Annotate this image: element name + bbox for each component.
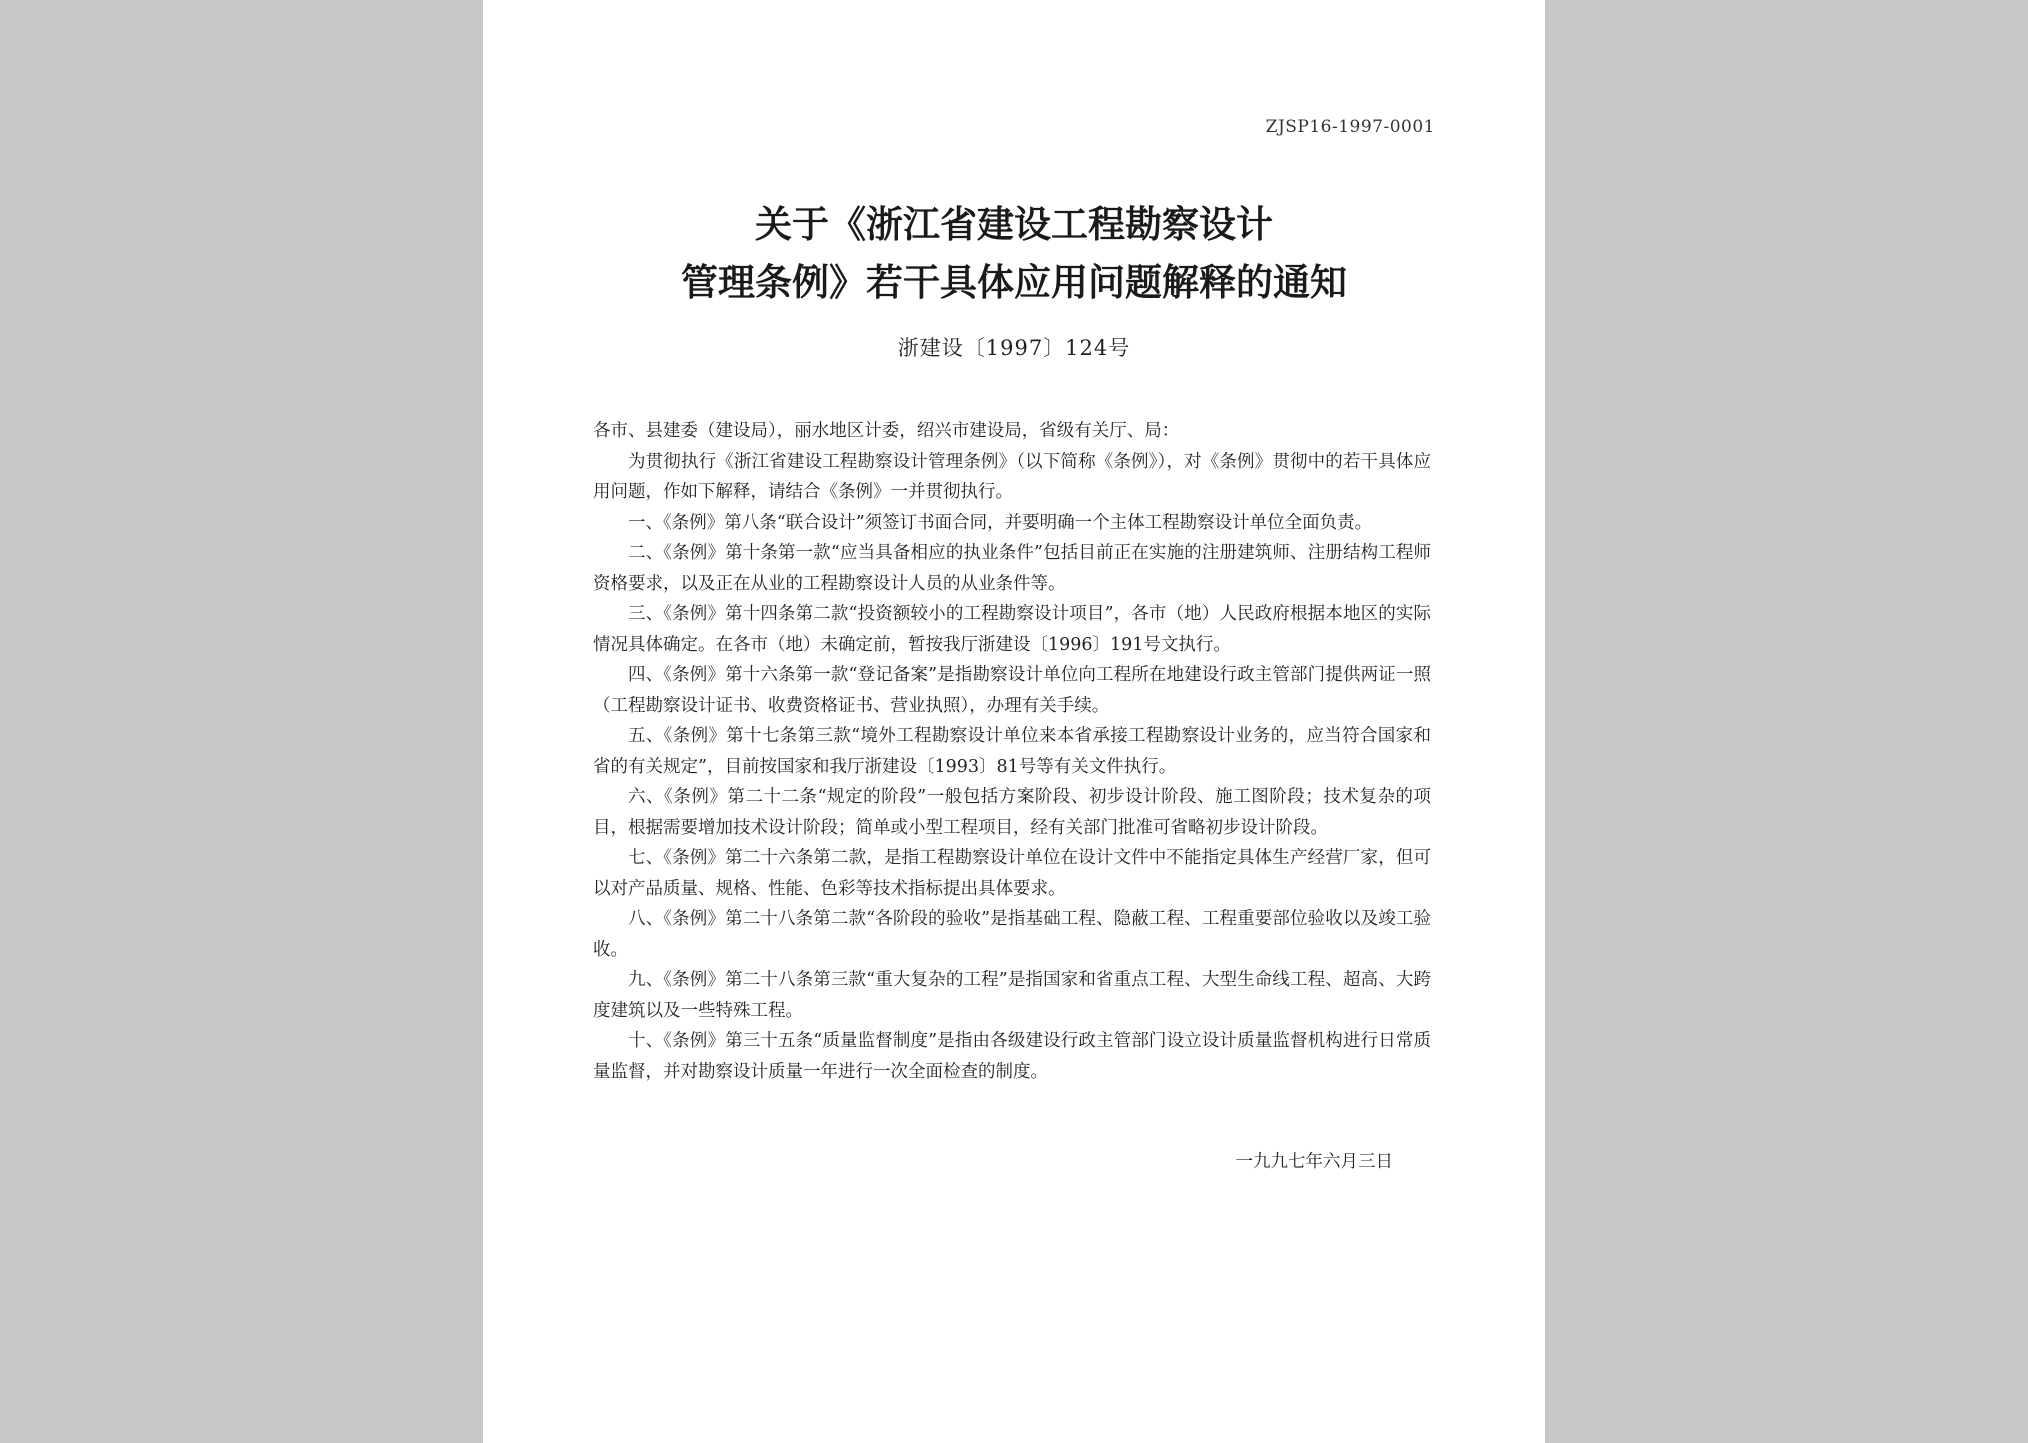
item-paragraph: 九、《条例》第二十八条第三款“重大复杂的工程”是指国家和省重点工程、大型生命线工程、超高、大跨度建筑以及一些特殊工程。 xyxy=(593,970,1431,1021)
document-page xyxy=(483,0,1545,1443)
document-body xyxy=(593,416,1431,1087)
title-line-2: 管理条例》若干具体应用问题解释的通知 xyxy=(681,261,1347,304)
item-paragraph: 三、《条例》第十四条第二款“投资额较小的工程勘察设计项目”，各市（地）人民政府根据本地区的实际情况具体确定。在各市（地）未确定前，暂按我厅浙建设〔1996〕191号文执行。 xyxy=(593,604,1431,655)
salutation: 各市、县建委（建设局），丽水地区计委，绍兴市建设局，省级有关厅、局： xyxy=(593,421,1180,441)
item-paragraph: 六、《条例》第二十二条“规定的阶段”一般包括方案阶段、初步设计阶段、施工图阶段；技术复杂的项目，根据需要增加技术设计阶段；简单或小型工程项目，经有关部门批准可省略初步设计阶段。 xyxy=(593,787,1431,838)
item-paragraph: 十、《条例》第三十五条“质量监督制度”是指由各级建设行政主管部门设立设计质量监督机构进行日常质量监督，并对勘察设计质量一年进行一次全面检查的制度。 xyxy=(593,1031,1431,1082)
item-paragraph: 八、《条例》第二十八条第二款“各阶段的验收”是指基础工程、隐蔽工程、工程重要部位验收以及竣工验收。 xyxy=(593,909,1431,960)
document-date: 一九九七年六月三日 xyxy=(1235,1152,1393,1172)
title-line-1: 关于《浙江省建设工程勘察设计 xyxy=(755,203,1273,246)
item-paragraph: 一、《条例》第八条“联合设计”须签订书面合同，并要明确一个主体工程勘察设计单位全面负责。 xyxy=(628,512,1373,533)
item-paragraph: 二、《条例》第十条第一款“应当具备相应的执业条件”包括目前正在实施的注册建筑师、注册结构工程师资格要求，以及正在从业的工程勘察设计人员的从业条件等。 xyxy=(593,543,1431,594)
document-code: ZJSP16-1997-0001 xyxy=(1265,117,1435,137)
document-title xyxy=(483,196,1545,312)
intro-paragraph: 为贯彻执行《浙江省建设工程勘察设计管理条例》（以下简称《条例》），对《条例》贯彻中的若干具体应用问题，作如下解释，请结合《条例》一并贯彻执行。 xyxy=(593,451,1431,502)
item-paragraph: 五、《条例》第十七条第三款“境外工程勘察设计单位来本省承接工程勘察设计业务的，应当符合国家和省的有关规定”，目前按国家和我厅浙建设〔1993〕81号等有关文件执行。 xyxy=(593,726,1431,777)
item-paragraph: 七、《条例》第二十六条第二款，是指工程勘察设计单位在设计文件中不能指定具体生产经营厂家，但可以对产品质量、规格、性能、色彩等技术指标提出具体要求。 xyxy=(593,848,1431,899)
document-number: 浙建设〔1997〕124号 xyxy=(897,336,1131,360)
item-paragraph: 四、《条例》第十六条第一款“登记备案”是指勘察设计单位向工程所在地建设行政主管部门提供两证一照（工程勘察设计证书、收费资格证书、营业执照），办理有关手续。 xyxy=(593,665,1431,716)
